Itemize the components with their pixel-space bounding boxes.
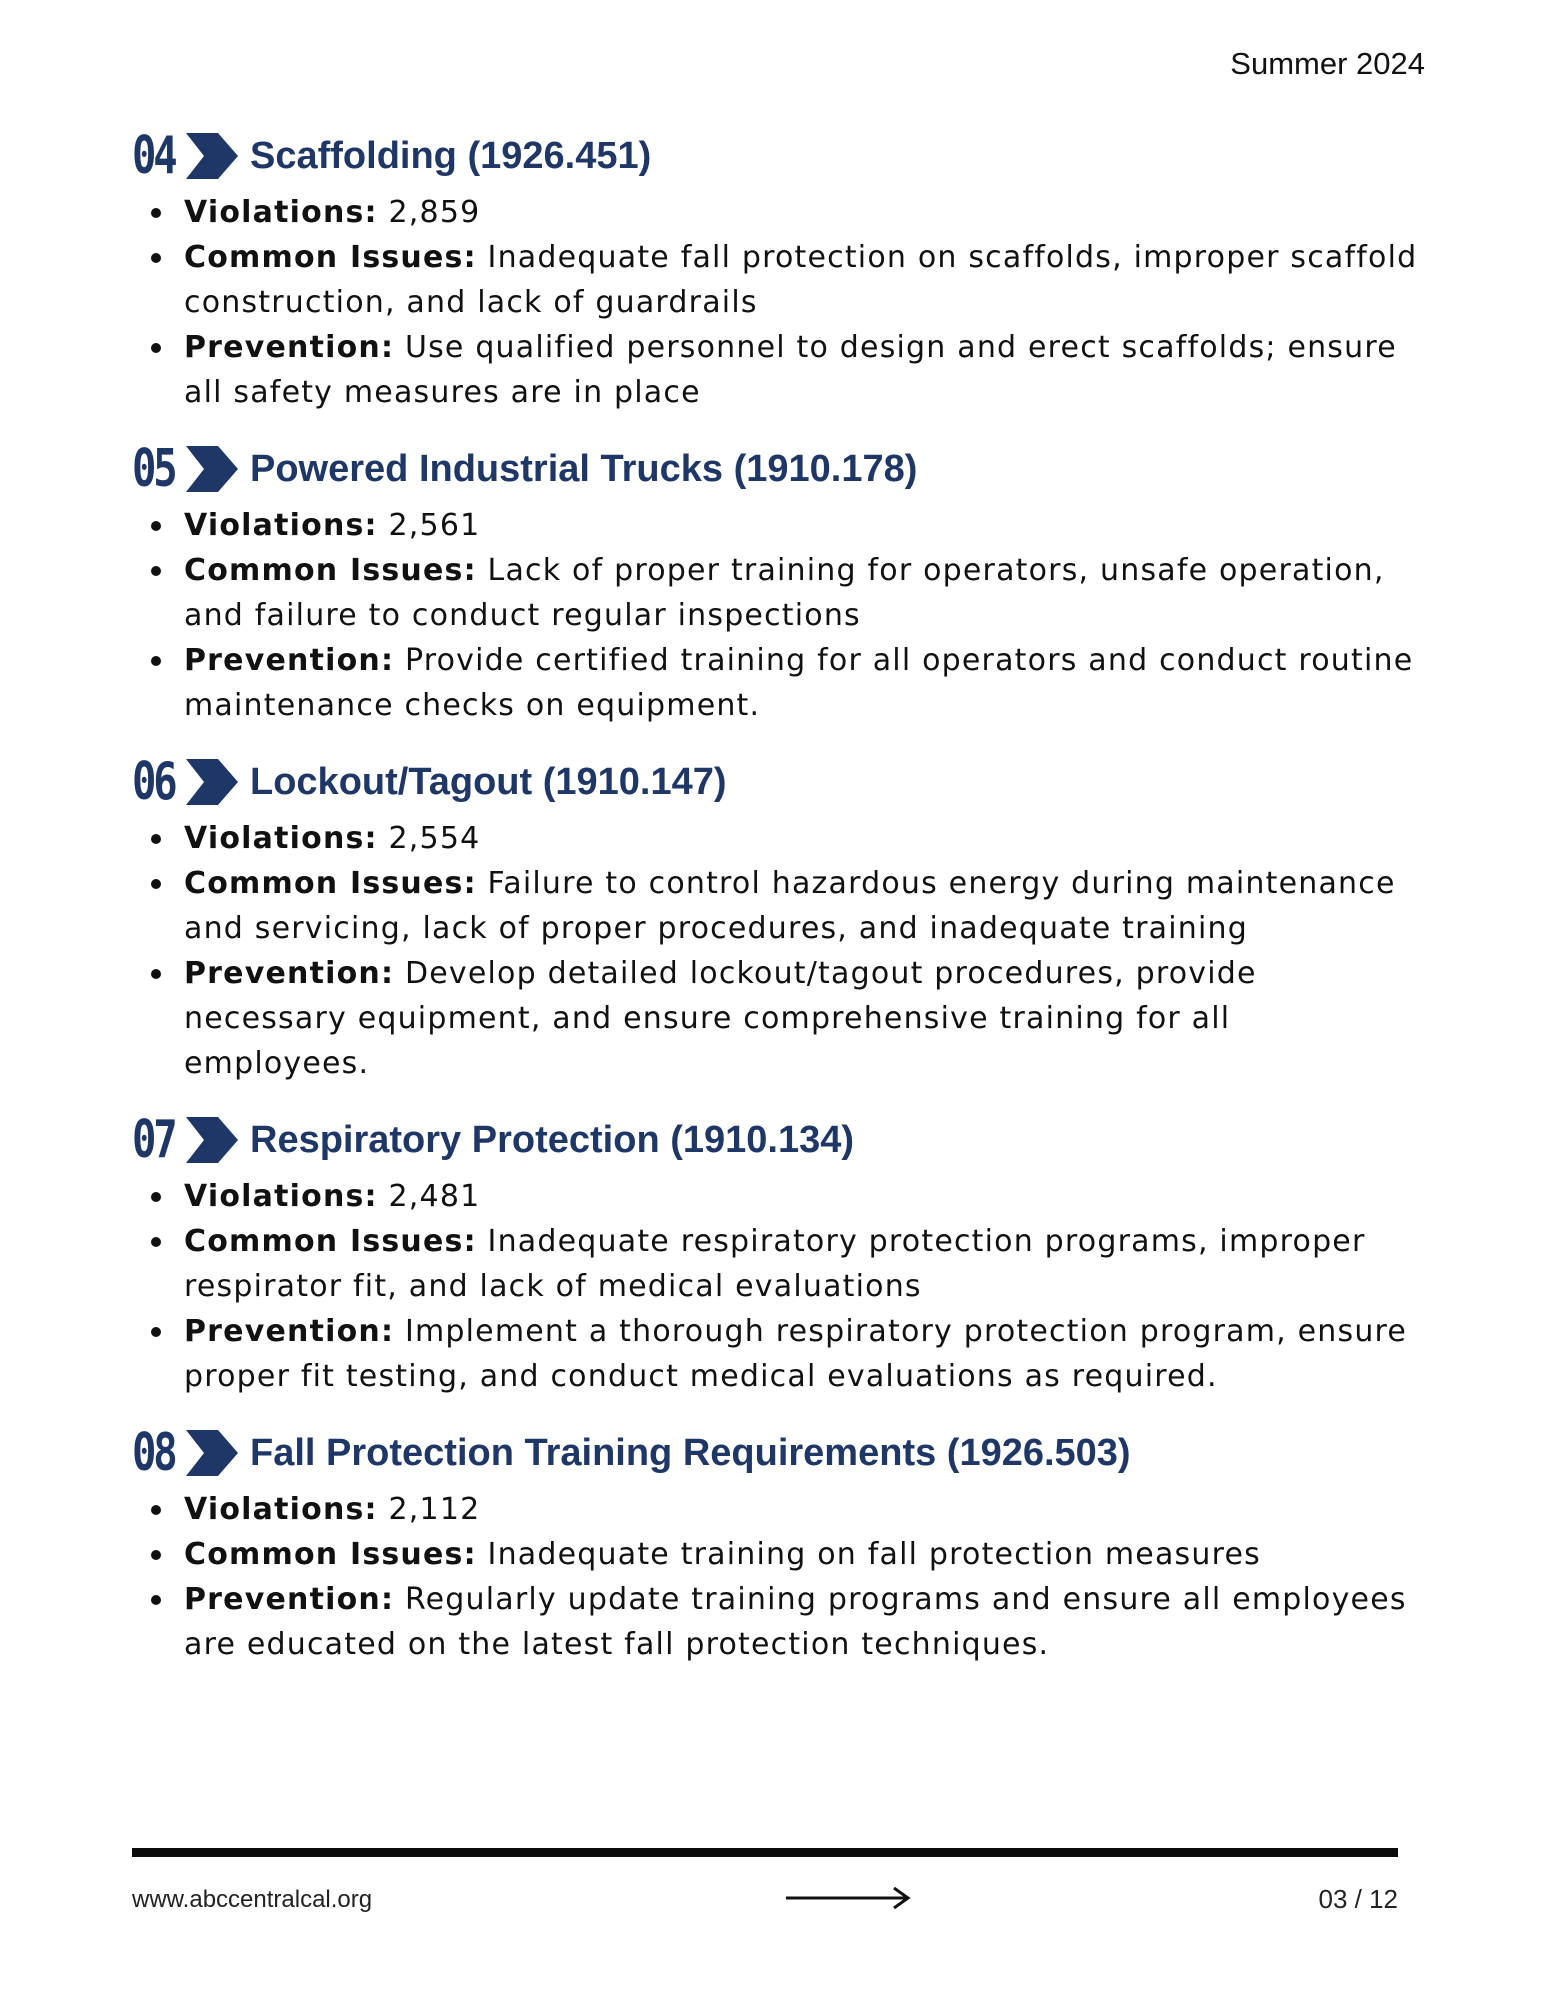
common-issues-text: Inadequate respiratory protection programs, improper respirator fit, and lack of medical evaluations (184, 1224, 1366, 1304)
common-issues-item (184, 1532, 1422, 1577)
violations-item (184, 503, 1422, 548)
chevron-right-icon (184, 1428, 240, 1478)
chevron-right-icon (184, 131, 240, 181)
footer-divider (132, 1848, 1398, 1857)
arrow-right-icon[interactable] (784, 1884, 914, 1912)
section-07 (132, 1110, 1422, 1399)
violations-value: 2,481 (388, 1179, 481, 1214)
section-04 (132, 126, 1422, 415)
section-header (132, 1110, 1422, 1170)
section-title: Respiratory Protection (1910.134) (250, 1118, 855, 1161)
common-issues-label: Common Issues: (184, 1537, 477, 1572)
common-issues-text: Lack of proper training for operators, unsafe operation, and failure to conduct regular inspections (184, 553, 1385, 633)
section-title: Lockout/Tagout (1910.147) (250, 760, 727, 803)
prevention-label: Prevention: (184, 1314, 395, 1349)
prevention-item (184, 1309, 1422, 1399)
prevention-text: Regularly update training programs and ensure all employees are educated on the latest fall protection techniques. (184, 1582, 1407, 1662)
common-issues-label: Common Issues: (184, 866, 477, 901)
violations-value: 2,859 (388, 195, 481, 230)
section-details (132, 816, 1422, 1086)
prevention-label: Prevention: (184, 956, 395, 991)
prevention-label: Prevention: (184, 330, 395, 365)
common-issues-item (184, 1219, 1422, 1309)
section-08 (132, 1423, 1422, 1667)
chevron-right-icon (184, 444, 240, 494)
violations-label: Violations: (184, 1492, 378, 1527)
common-issues-label: Common Issues: (184, 553, 477, 588)
prevention-text: Provide certified training for all operators and conduct routine maintenance checks on equipment. (184, 643, 1414, 723)
section-header (132, 752, 1422, 812)
section-06 (132, 752, 1422, 1086)
prevention-text: Develop detailed lockout/tagout procedures, provide necessary equipment, and ensure comprehensive training for all employees. (184, 956, 1257, 1081)
section-number: 06 (132, 752, 175, 812)
section-number: 04 (132, 126, 175, 186)
section-title: Scaffolding (1926.451) (250, 134, 652, 177)
common-issues-text: Inadequate fall protection on scaffolds, improper scaffold construction, and lack of guardrails (184, 240, 1418, 320)
section-details (132, 503, 1422, 728)
prevention-text: Use qualified personnel to design and erect scaffolds; ensure all safety measures are in place (184, 330, 1397, 410)
violations-label: Violations: (184, 508, 378, 543)
violations-value: 2,554 (388, 821, 481, 856)
chevron-right-icon (184, 1115, 240, 1165)
prevention-item (184, 951, 1422, 1086)
common-issues-label: Common Issues: (184, 1224, 477, 1259)
section-header (132, 439, 1422, 499)
violations-item (184, 1174, 1422, 1219)
section-title: Powered Industrial Trucks (1910.178) (250, 447, 918, 490)
common-issues-item (184, 235, 1422, 325)
violations-item (184, 190, 1422, 235)
violations-label: Violations: (184, 1179, 378, 1214)
section-number: 08 (132, 1423, 175, 1483)
page-number: 03 / 12 (1318, 1884, 1398, 1914)
prevention-item (184, 638, 1422, 728)
violations-label: Violations: (184, 195, 378, 230)
common-issues-text: Inadequate training on fall protection measures (487, 1537, 1261, 1572)
common-issues-item (184, 861, 1422, 951)
prevention-item (184, 325, 1422, 415)
prevention-label: Prevention: (184, 643, 395, 678)
violations-value: 2,561 (388, 508, 481, 543)
prevention-label: Prevention: (184, 1582, 395, 1617)
prevention-item (184, 1577, 1422, 1667)
footer-website-link[interactable]: www.abccentralcal.org (132, 1886, 373, 1913)
section-details (132, 190, 1422, 415)
section-details (132, 1174, 1422, 1399)
common-issues-label: Common Issues: (184, 240, 477, 275)
violations-label: Violations: (184, 821, 378, 856)
violations-item (184, 1487, 1422, 1532)
common-issues-item (184, 548, 1422, 638)
section-number: 07 (132, 1110, 175, 1170)
section-header (132, 126, 1422, 186)
top-violations-list (132, 126, 1422, 1691)
common-issues-text: Failure to control hazardous energy during maintenance and servicing, lack of proper procedures, and inadequate training (184, 866, 1396, 946)
violations-value: 2,112 (388, 1492, 481, 1527)
prevention-text: Implement a thorough respiratory protection program, ensure proper fit testing, and conduct medical evaluations as required. (184, 1314, 1408, 1394)
section-details (132, 1487, 1422, 1667)
edition-label: Summer 2024 (1230, 46, 1425, 81)
chevron-right-icon (184, 757, 240, 807)
violations-item (184, 816, 1422, 861)
section-title: Fall Protection Training Requirements (1926.503) (250, 1431, 1131, 1474)
section-header (132, 1423, 1422, 1483)
section-05 (132, 439, 1422, 728)
section-number: 05 (132, 439, 175, 499)
